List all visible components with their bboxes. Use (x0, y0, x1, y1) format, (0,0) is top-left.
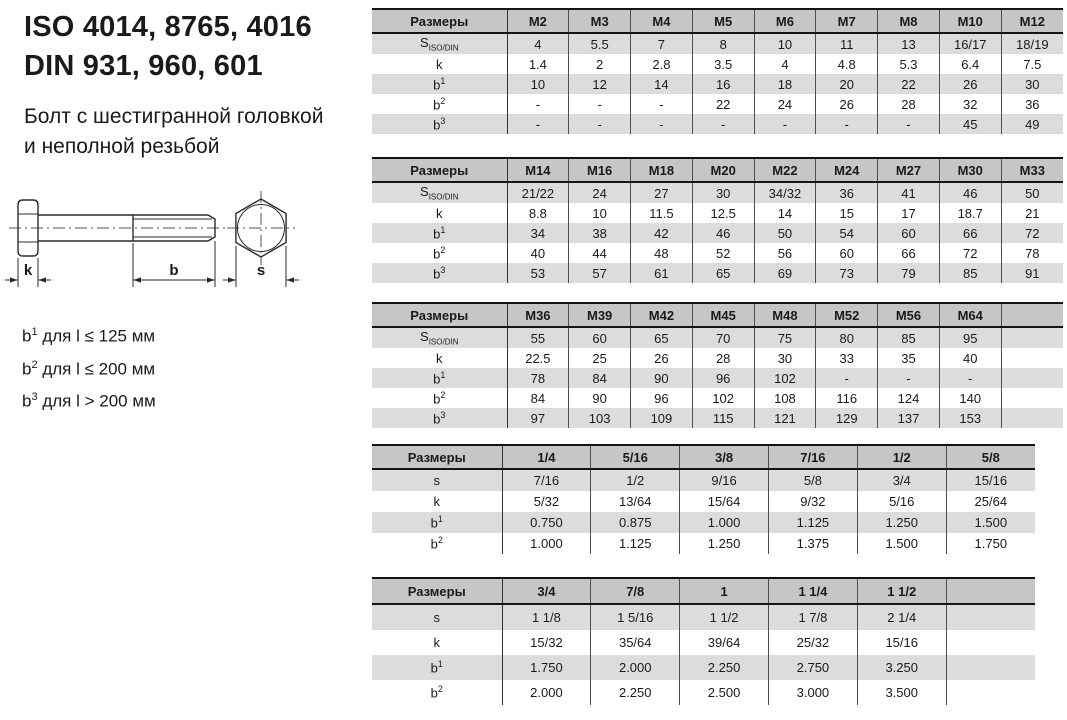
column-header: M42 (631, 303, 693, 327)
product-description (24, 102, 323, 162)
table-row (372, 491, 1035, 512)
value-cell: - (631, 94, 693, 114)
value-cell: 30 (754, 348, 816, 368)
value-cell: 40 (507, 243, 569, 263)
row-label: $b^1$ (372, 368, 507, 388)
table-row (372, 655, 1035, 680)
value-cell: 84 (569, 368, 631, 388)
table-row (372, 512, 1035, 533)
column-header: M5 (692, 9, 754, 33)
table-row (372, 533, 1035, 554)
value-cell: 97 (507, 408, 569, 428)
value-cell: 49 (1001, 114, 1063, 134)
table-metric-medium (372, 157, 1063, 283)
value-cell: 0.750 (502, 512, 591, 533)
column-header: M10 (939, 9, 1001, 33)
table-row (372, 54, 1063, 74)
table-inch-large (372, 577, 1035, 705)
value-cell: 2.000 (502, 680, 591, 705)
value-cell: 14 (631, 74, 693, 94)
value-cell: 102 (754, 368, 816, 388)
row-label: s (372, 604, 502, 630)
value-cell (1001, 408, 1063, 428)
value-cell: 60 (569, 327, 631, 348)
value-cell: 66 (878, 243, 940, 263)
value-cell: 108 (754, 388, 816, 408)
value-cell (1001, 368, 1063, 388)
value-cell: 90 (569, 388, 631, 408)
value-cell: 13/64 (591, 491, 680, 512)
table-row (372, 114, 1063, 134)
value-cell: - (507, 94, 569, 114)
header-row (372, 9, 1063, 33)
row-label: $b^1$ (372, 74, 507, 94)
footnote-b1: $b^1$ для l ≤ 125 мм (22, 326, 156, 346)
value-cell: 3.000 (768, 680, 857, 705)
value-cell: 1/2 (591, 469, 680, 491)
column-header: M45 (692, 303, 754, 327)
row-label: k (436, 56, 443, 72)
value-cell (946, 630, 1035, 655)
value-cell: 2 (569, 54, 631, 74)
value-cell: 3.5 (692, 54, 754, 74)
value-cell: 13 (878, 33, 940, 54)
value-cell: - (816, 114, 878, 134)
value-cell: 121 (754, 408, 816, 428)
column-header: 1 1/4 (768, 578, 857, 604)
value-cell: 4 (507, 33, 569, 54)
value-cell: 15/16 (857, 630, 946, 655)
column-header: M7 (816, 9, 878, 33)
column-header: M3 (569, 9, 631, 33)
value-cell: 95 (939, 327, 1001, 348)
value-cell: 2.000 (591, 655, 680, 680)
row-label-header: Размеры (372, 445, 502, 469)
row-label: $b^1$ (372, 655, 502, 680)
value-cell: 24 (569, 182, 631, 203)
value-cell: 5/32 (502, 491, 591, 512)
value-cell: 11.5 (631, 203, 693, 223)
table-row (372, 243, 1063, 263)
table-row (372, 94, 1063, 114)
column-header: M27 (878, 158, 940, 182)
product-description-line2: и неполной резьбой (24, 135, 220, 158)
value-cell: 2.250 (591, 680, 680, 705)
value-cell: 57 (569, 263, 631, 283)
value-cell: 10 (507, 74, 569, 94)
value-cell: 65 (631, 327, 693, 348)
value-cell: 0.875 (591, 512, 680, 533)
column-header: 5/16 (591, 445, 680, 469)
value-cell: 7.5 (1001, 54, 1063, 74)
column-header: M56 (878, 303, 940, 327)
column-header: 1 1/2 (857, 578, 946, 604)
value-cell: 4.8 (816, 54, 878, 74)
value-cell: 2.500 (680, 680, 769, 705)
table-row (372, 368, 1063, 388)
row-label: k (433, 494, 440, 509)
value-cell: 27 (631, 182, 693, 203)
value-cell: 137 (878, 408, 940, 428)
table-row (372, 630, 1035, 655)
value-cell: 78 (1001, 243, 1063, 263)
value-cell: 56 (754, 243, 816, 263)
value-cell: 25 (569, 348, 631, 368)
value-cell: - (569, 94, 631, 114)
value-cell: 129 (816, 408, 878, 428)
value-cell: 18/19 (1001, 33, 1063, 54)
value-cell: - (878, 368, 940, 388)
value-cell: 40 (939, 348, 1001, 368)
page-title (24, 8, 312, 86)
value-cell: 36 (1001, 94, 1063, 114)
value-cell: 1.375 (768, 533, 857, 554)
value-cell: 2.8 (631, 54, 693, 74)
value-cell: 41 (878, 182, 940, 203)
value-cell: 22 (878, 74, 940, 94)
row-label: k (436, 205, 443, 221)
value-cell: 18.7 (939, 203, 1001, 223)
value-cell (1001, 388, 1063, 408)
value-cell: 2 1/4 (857, 604, 946, 630)
value-cell: 1.125 (591, 533, 680, 554)
table-metric-small (372, 8, 1063, 134)
value-cell: 1.750 (946, 533, 1035, 554)
value-cell: 36 (816, 182, 878, 203)
value-cell: 1.750 (502, 655, 591, 680)
standards-title-iso: ISO 4014, 8765, 4016 (24, 11, 312, 43)
row-label: k (436, 350, 443, 366)
value-cell: 20 (816, 74, 878, 94)
value-cell: 84 (507, 388, 569, 408)
dimension-label-b: b (169, 262, 179, 279)
value-cell: 25/32 (768, 630, 857, 655)
value-cell: 18 (754, 74, 816, 94)
value-cell: 3.500 (857, 680, 946, 705)
column-header: M20 (692, 158, 754, 182)
column-header: 3/4 (502, 578, 591, 604)
value-cell: 44 (569, 243, 631, 263)
value-cell: 1 1/2 (680, 604, 769, 630)
row-label: $S_{ISO/DIN}$ (372, 182, 507, 203)
column-header: M18 (631, 158, 693, 182)
value-cell: 116 (816, 388, 878, 408)
column-header (946, 578, 1035, 604)
value-cell: - (754, 114, 816, 134)
value-cell: 15/64 (680, 491, 769, 512)
table-row (372, 33, 1063, 54)
table-row (372, 182, 1063, 203)
value-cell: 73 (816, 263, 878, 283)
header-row (372, 578, 1035, 604)
dimension-label-s: s (256, 262, 266, 279)
value-cell: 54 (816, 223, 878, 243)
column-header: M39 (569, 303, 631, 327)
value-cell: 7/16 (502, 469, 591, 491)
row-label: s (372, 469, 502, 491)
value-cell: 4 (754, 54, 816, 74)
value-cell: - (507, 114, 569, 134)
value-cell: 6.4 (939, 54, 1001, 74)
table-row (372, 223, 1063, 243)
table-row (372, 203, 1063, 223)
value-cell: 15/32 (502, 630, 591, 655)
value-cell: 103 (569, 408, 631, 428)
value-cell: - (816, 368, 878, 388)
value-cell: 35/64 (591, 630, 680, 655)
column-header: 3/8 (680, 445, 769, 469)
value-cell (1001, 348, 1063, 368)
value-cell: - (692, 114, 754, 134)
value-cell: 10 (754, 33, 816, 54)
value-cell: 96 (631, 388, 693, 408)
table-row (372, 327, 1063, 348)
column-header: M33 (1001, 158, 1063, 182)
value-cell: 1.125 (768, 512, 857, 533)
row-label-header: Размеры (372, 303, 507, 327)
column-header: M48 (754, 303, 816, 327)
table-row (372, 348, 1063, 368)
column-header: M6 (754, 9, 816, 33)
column-header: M30 (939, 158, 1001, 182)
column-header: M64 (939, 303, 1001, 327)
column-header: 1/4 (502, 445, 591, 469)
value-cell: 1.000 (680, 512, 769, 533)
dimension-label-k: k (23, 262, 33, 279)
value-cell: 96 (692, 368, 754, 388)
row-label: $b^2$ (433, 389, 446, 407)
value-cell: 14 (754, 203, 816, 223)
value-cell: 5.5 (569, 33, 631, 54)
value-cell: 22.5 (507, 348, 569, 368)
value-cell: 65 (692, 263, 754, 283)
value-cell: 11 (816, 33, 878, 54)
column-header (1001, 303, 1063, 327)
column-header: M2 (507, 9, 569, 33)
value-cell: 60 (816, 243, 878, 263)
value-cell: 9/32 (768, 491, 857, 512)
value-cell: 48 (631, 243, 693, 263)
value-cell (946, 655, 1035, 680)
value-cell: 21/22 (507, 182, 569, 203)
row-label: k (433, 635, 440, 650)
value-cell: 3/4 (857, 469, 946, 491)
value-cell: 33 (816, 348, 878, 368)
value-cell: 46 (939, 182, 1001, 203)
table-row (372, 680, 1035, 705)
value-cell: 24 (754, 94, 816, 114)
column-header: M16 (569, 158, 631, 182)
value-cell: 1.250 (857, 512, 946, 533)
value-cell: 34 (507, 223, 569, 243)
value-cell: 26 (816, 94, 878, 114)
table-metric-large (372, 302, 1063, 428)
value-cell: 78 (507, 368, 569, 388)
value-cell: 15 (816, 203, 878, 223)
row-label-header: Размеры (372, 9, 507, 33)
value-cell: 26 (939, 74, 1001, 94)
value-cell: 5/8 (768, 469, 857, 491)
column-header: M14 (507, 158, 569, 182)
value-cell: 25/64 (946, 491, 1035, 512)
column-header: M22 (754, 158, 816, 182)
table-row (372, 408, 1063, 428)
value-cell (946, 604, 1035, 630)
row-label-header: Размеры (372, 158, 507, 182)
table-row (372, 388, 1063, 408)
value-cell: 115 (692, 408, 754, 428)
value-cell: 66 (939, 223, 1001, 243)
value-cell: 69 (754, 263, 816, 283)
value-cell: 32 (939, 94, 1001, 114)
value-cell: - (878, 114, 940, 134)
value-cell: 5/16 (857, 491, 946, 512)
value-cell: 1.500 (946, 512, 1035, 533)
value-cell: 109 (631, 408, 693, 428)
value-cell: 70 (692, 327, 754, 348)
product-description-line1: Болт с шестигранной головкой (24, 105, 324, 128)
value-cell: 85 (878, 327, 940, 348)
row-label: $b^1$ (372, 512, 502, 533)
value-cell: 85 (939, 263, 1001, 283)
footnote-b2: $b^2$ для l ≤ 200 мм (22, 358, 156, 379)
value-cell: 50 (754, 223, 816, 243)
column-header: 7/8 (591, 578, 680, 604)
row-label: $S_{ISO/DIN}$ (372, 327, 507, 348)
thread-length-footnotes (22, 318, 156, 416)
value-cell: 30 (1001, 74, 1063, 94)
value-cell: 3.250 (857, 655, 946, 680)
value-cell: 15/16 (946, 469, 1035, 491)
value-cell: 1.500 (857, 533, 946, 554)
value-cell: 2.250 (680, 655, 769, 680)
footnote-b3: $b^3$ для l > 200 мм (22, 391, 156, 411)
value-cell: - (569, 114, 631, 134)
value-cell: 17 (878, 203, 940, 223)
column-header: M52 (816, 303, 878, 327)
value-cell: 7 (631, 33, 693, 54)
column-header: M8 (878, 9, 940, 33)
value-cell: 35 (878, 348, 940, 368)
value-cell: 153 (939, 408, 1001, 428)
row-label: $b^2$ (433, 244, 446, 262)
value-cell: - (631, 114, 693, 134)
value-cell: 42 (631, 223, 693, 243)
value-cell: 90 (631, 368, 693, 388)
table-row (372, 469, 1035, 491)
value-cell: 8 (692, 33, 754, 54)
value-cell: 10 (569, 203, 631, 223)
table-inch-small (372, 444, 1035, 554)
value-cell: 72 (1001, 223, 1063, 243)
column-header: 1/2 (857, 445, 946, 469)
value-cell: 53 (507, 263, 569, 283)
value-cell: 30 (692, 182, 754, 203)
value-cell: 5.3 (878, 54, 940, 74)
value-cell: 16/17 (939, 33, 1001, 54)
value-cell: 1 5/16 (591, 604, 680, 630)
row-label: $b^2$ (430, 684, 443, 701)
standards-title-din: DIN 931, 960, 601 (24, 50, 263, 82)
column-header: M24 (816, 158, 878, 182)
value-cell: - (939, 368, 1001, 388)
value-cell: 9/16 (680, 469, 769, 491)
value-cell: 140 (939, 388, 1001, 408)
value-cell: 1.250 (680, 533, 769, 554)
value-cell: 2.750 (768, 655, 857, 680)
value-cell: 46 (692, 223, 754, 243)
header-row (372, 445, 1035, 469)
value-cell (946, 680, 1035, 705)
value-cell: 79 (878, 263, 940, 283)
value-cell: 55 (507, 327, 569, 348)
value-cell: 38 (569, 223, 631, 243)
value-cell: 1.4 (507, 54, 569, 74)
value-cell: 45 (939, 114, 1001, 134)
row-label: $b^1$ (372, 223, 507, 243)
row-label: $b^2$ (433, 95, 446, 113)
value-cell: 124 (878, 388, 940, 408)
value-cell: 26 (631, 348, 693, 368)
value-cell: 12 (569, 74, 631, 94)
value-cell: 61 (631, 263, 693, 283)
column-header: 1 (680, 578, 769, 604)
row-label: $b^3$ (372, 408, 507, 428)
header-row (372, 158, 1063, 182)
column-header: 7/16 (768, 445, 857, 469)
value-cell (1001, 327, 1063, 348)
value-cell: 21 (1001, 203, 1063, 223)
value-cell: 28 (878, 94, 940, 114)
value-cell: 8.8 (507, 203, 569, 223)
column-header: 5/8 (946, 445, 1035, 469)
value-cell: 50 (1001, 182, 1063, 203)
bolt-technical-drawing (3, 186, 315, 300)
row-label: $b^2$ (430, 535, 443, 552)
row-label: $b^3$ (372, 263, 507, 283)
value-cell: 102 (692, 388, 754, 408)
value-cell: 16 (692, 74, 754, 94)
value-cell: 52 (692, 243, 754, 263)
value-cell: 1.000 (502, 533, 591, 554)
value-cell: 34/32 (754, 182, 816, 203)
value-cell: 39/64 (680, 630, 769, 655)
value-cell: 80 (816, 327, 878, 348)
value-cell: 72 (939, 243, 1001, 263)
value-cell: 75 (754, 327, 816, 348)
value-cell: 1 1/8 (502, 604, 591, 630)
table-row (372, 604, 1035, 630)
header-row (372, 303, 1063, 327)
value-cell: 22 (692, 94, 754, 114)
column-header: M12 (1001, 9, 1063, 33)
value-cell: 91 (1001, 263, 1063, 283)
value-cell: 1 7/8 (768, 604, 857, 630)
column-header: M4 (631, 9, 693, 33)
table-row (372, 74, 1063, 94)
value-cell: 12.5 (692, 203, 754, 223)
row-label: $S_{ISO/DIN}$ (372, 33, 507, 54)
row-label: $b^3$ (372, 114, 507, 134)
value-cell: 28 (692, 348, 754, 368)
table-row (372, 263, 1063, 283)
value-cell: 60 (878, 223, 940, 243)
column-header: M36 (507, 303, 569, 327)
row-label-header: Размеры (372, 578, 502, 604)
